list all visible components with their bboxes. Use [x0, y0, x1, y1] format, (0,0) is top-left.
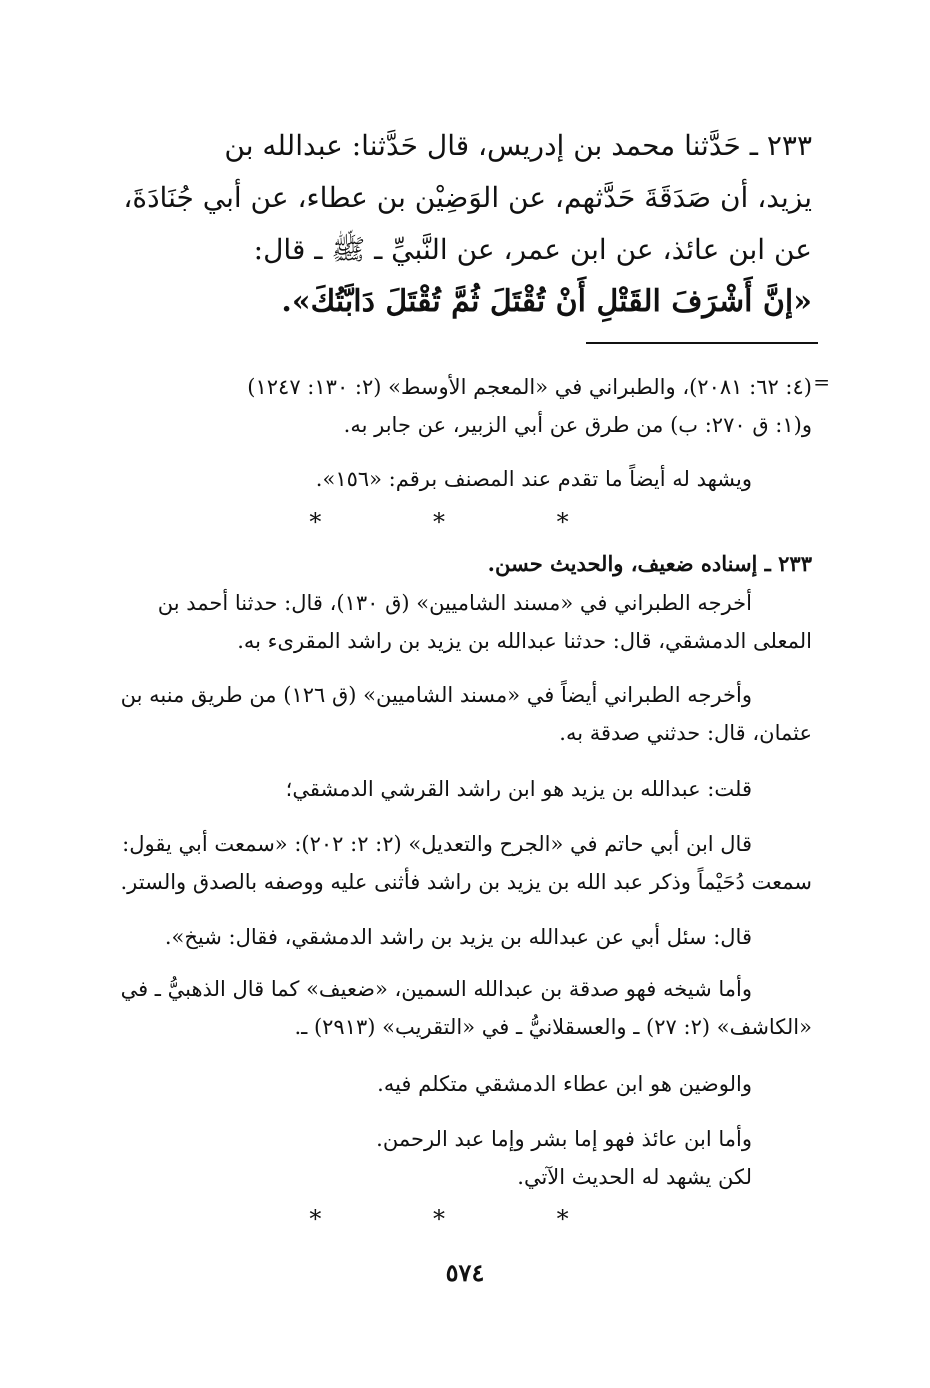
footnote-line: عثمان، قال: حدثني صدقة به.	[559, 721, 812, 745]
footnote-divider	[586, 342, 818, 344]
hadith-quote: «إنَّ أَشْرَفَ القَتْلِ أَنْ تُقْتَلَ ثُمَّ تُقْتَلَ دَابَّتُكَ».	[281, 284, 812, 319]
section-separator: * * *	[309, 1205, 621, 1233]
footnote-paragraph: وأما ابن عائذ فهو إما بشر وإما عبد الرحمن.	[376, 1127, 752, 1151]
footnote-line: «الكاشف» (٢: ٢٧) ـ والعسقلانيُّ ـ في «التقريب» (٢٩١٣) ـ.	[294, 1015, 812, 1039]
continuation-mark: =	[813, 370, 830, 394]
footnote-line: قال ابن أبي حاتم في «الجرح والتعديل» (٢: ٢: ٢٠٢): «سمعت أبي يقول:	[122, 832, 752, 856]
footnote-line: وأخرجه الطبراني أيضاً في «مسند الشاميين» (ق ١٢٦) من طريق منبه بن	[120, 683, 752, 707]
footnote-heading: ٢٣٣ ـ إسناده ضعيف، والحديث حسن.	[487, 551, 812, 576]
footnote-paragraph	[112, 825, 812, 901]
footnote-line: سمعت دُحَيْماً وذكر عبد الله بن يزيد بن راشد فأثنى عليه ووصفه بالصدق والستر.	[120, 870, 812, 894]
page-number: ٥٧٤	[445, 1258, 485, 1287]
footnote-line: (٤: ٦٢: ٢٠٨١)، والطبراني في «المعجم الأوسط» (٢: ١٣٠: ١٢٤٧)	[247, 375, 812, 399]
hadith-line: ٢٣٣ ـ حَدَّثنا محمد بن إدريس، قال حَدَّثنا: عبدالله بن	[224, 129, 812, 162]
footnote-paragraph: قال: سئل أبي عن عبدالله بن يزيد بن راشد الدمشقي، فقال: شيخ».	[164, 925, 752, 949]
footnote-line: و(١: ق ٢٧٠: ب) من طرق عن أبي الزبير، عن جابر به.	[343, 413, 812, 437]
hadith-line: يزيد، أن صَدَقَةَ حَدَّثهم، عن الوَضِيْن بن عطاء، عن أبي جُنَادَةَ،	[123, 181, 812, 214]
footnote-paragraph: والوضين هو ابن عطاء الدمشقي متكلم فيه.	[377, 1072, 752, 1096]
footnote-line: وأما شيخه فهو صدقة بن عبدالله السمين، «ضعيف» كما قال الذهبيُّ ـ في	[120, 977, 752, 1001]
footnote-line: المعلى الدمشقي، قال: حدثنا عبدالله بن يزيد بن راشد المقرىء به.	[237, 629, 812, 653]
footnote-line: أخرجه الطبراني في «مسند الشاميين» (ق ١٣٠)، قال: حدثنا أحمد بن	[157, 591, 752, 615]
section-separator: * * *	[309, 508, 621, 536]
footnote-paragraph: قلت: عبدالله بن يزيد هو ابن راشد القرشي الدمشقي؛	[285, 777, 752, 801]
footnote-continuation	[112, 368, 812, 444]
footnote-paragraph: لكن يشهد له الحديث الآتي.	[517, 1165, 752, 1189]
footnote-paragraph	[112, 584, 812, 660]
footnote-paragraph	[112, 970, 812, 1046]
hadith-text	[112, 120, 812, 328]
footnote-paragraph	[112, 676, 812, 752]
footnote-witness: ويشهد له أيضاً ما تقدم عند المصنف برقم: «١٥٦».	[315, 467, 752, 491]
hadith-line: عن ابن عائذ، عن ابن عمر، عن النَّبيِّ ـ ﷺ ـ قال:	[253, 233, 812, 266]
